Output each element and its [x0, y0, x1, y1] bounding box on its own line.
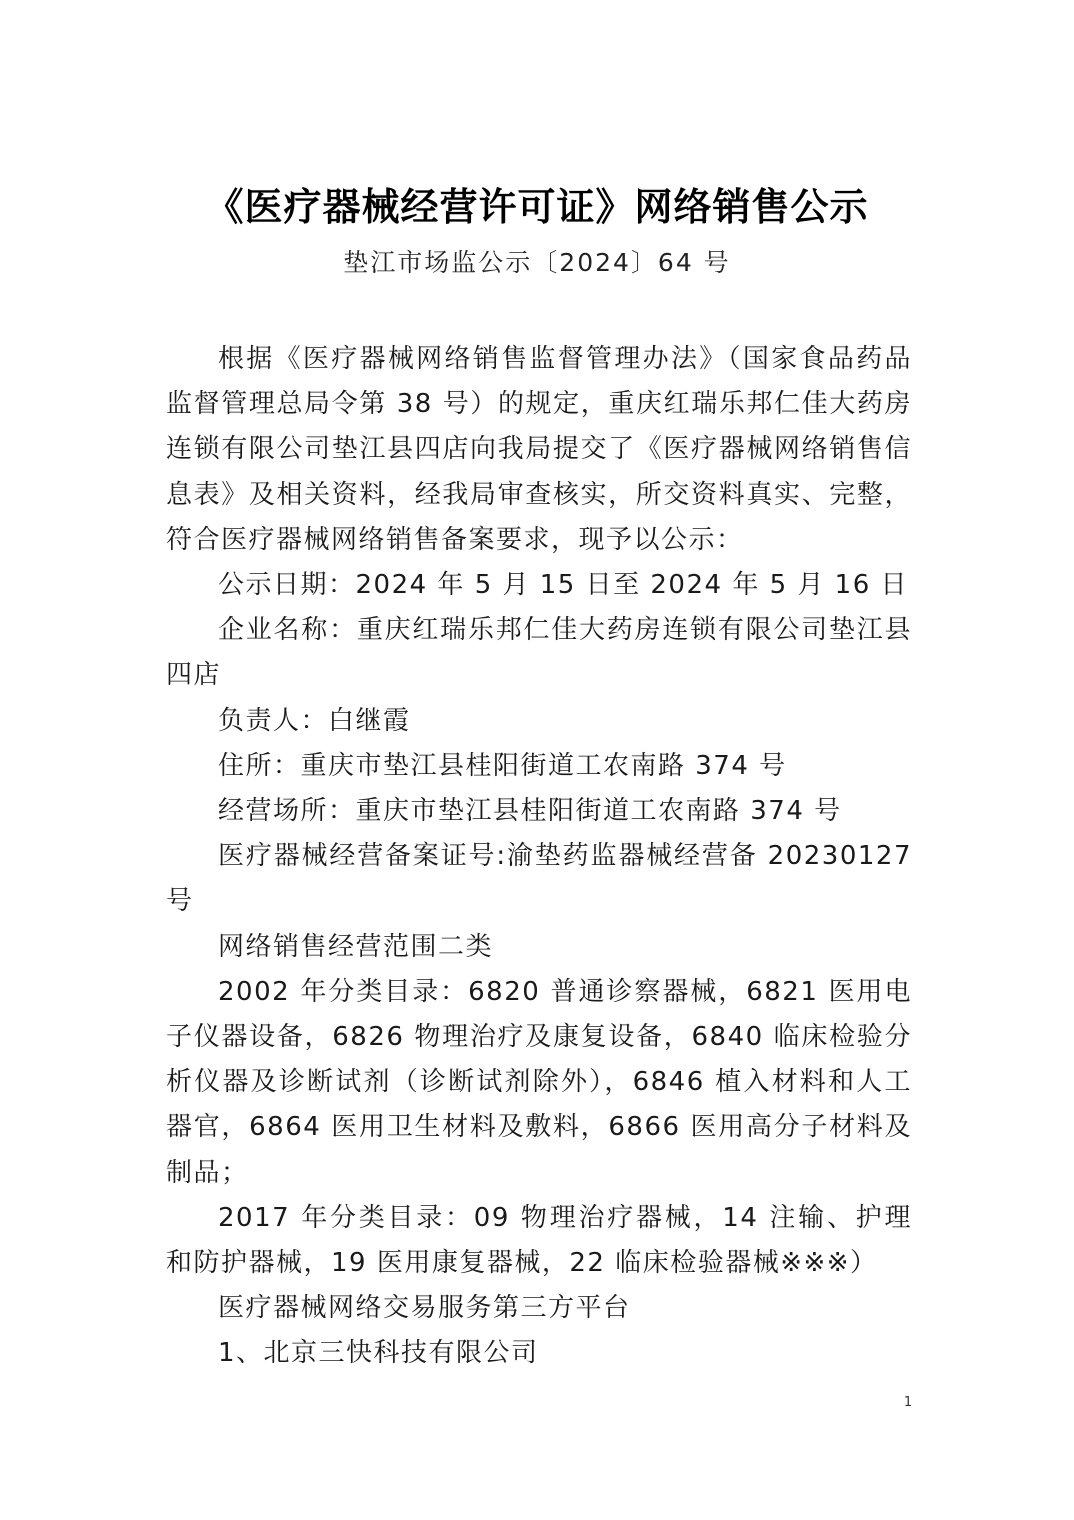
page-number: 1: [903, 1395, 913, 1410]
paragraph-intro: 根据《医疗器械网络销售监督管理办法》（国家食品药品监督管理总局令第 38 号）的规定，重庆红瑞乐邦仁佳大药房连锁有限公司垫江县四店向我局提交了《医疗器械网络销售信息表》及相关资料，经我局审查核实，所交资料真实、完整，符合医疗器械网络销售备案要求，现予以公示：: [166, 344, 912, 555]
document-title: 《医疗器械经营许可证》网络销售公示: [205, 185, 869, 229]
document-number: 垫江市场监公示〔2024〕64 号: [343, 248, 731, 277]
paragraph-company-name: 企业名称：重庆红瑞乐邦仁佳大药房连锁有限公司垫江县四店: [166, 615, 912, 691]
paragraph-platform-1: 1、北京三快科技有限公司: [218, 1338, 539, 1369]
paragraph-catalog-2002: 2002 年分类目录：6820 普通诊察器械，6821 医用电子仪器设备，6826 物理治疗及康复设备，6840 临床检验分析仪器及诊断试剂（诊断试剂除外），6846 植入材料和人工器官，6864 医用卫生材料及敷料，6866 医用高分子材料及制品；: [166, 976, 912, 1188]
document-body: [166, 337, 912, 1377]
paragraph-residence: 住所：重庆市垫江县桂阳街道工农南路 374 号: [218, 750, 787, 781]
paragraph-publicity-date: 公示日期：2024 年 5 月 15 日至 2024 年 5 月 16 日: [218, 570, 908, 601]
paragraph-platform-heading: 医疗器械网络交易服务第三方平台: [218, 1293, 631, 1324]
paragraph-sales-scope: 网络销售经营范围二类: [218, 931, 494, 962]
paragraph-filing-number: 医疗器械经营备案证号:渝垫药监器械经营备 20230127 号: [166, 841, 912, 917]
paragraph-catalog-2017: 2017 年分类目录：09 物理治疗器械，14 注输、护理和防护器械，19 医用康复器械，22 临床检验器械※※※）: [166, 1202, 912, 1279]
paragraph-business-premises: 经营场所：重庆市垫江县桂阳街道工农南路 374 号: [218, 796, 842, 827]
paragraph-person-in-charge: 负责人：白继霞: [218, 705, 411, 736]
